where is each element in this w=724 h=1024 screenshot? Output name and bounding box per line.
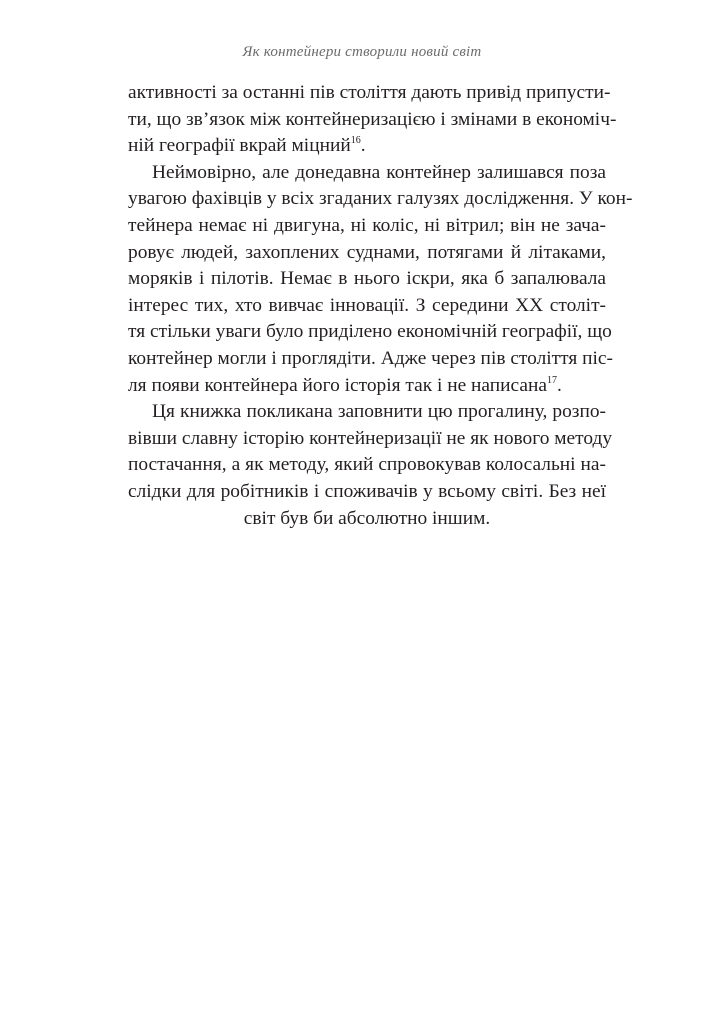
paragraph-3	[128, 399, 613, 532]
text-line: постачання, а як методу, який спровокував колосальні на-	[128, 454, 606, 476]
text-line-content: ля появи контейнера його історія так і не написана	[128, 374, 547, 396]
footnote-ref-17[interactable]: 17	[546, 374, 557, 386]
text-line: тя стільки уваги було приділено економічній географії, що	[128, 321, 612, 343]
paragraph-1	[128, 80, 617, 160]
line-tail: .	[556, 374, 562, 396]
text-line: слідки для робітників і споживачів у всьому світі. Без неї	[128, 480, 606, 502]
text-line	[128, 133, 606, 160]
text-line	[128, 373, 606, 400]
text-line: Ця книжка покликана заповнити цю прогалину, розпо-	[152, 401, 606, 423]
text-line: увагою фахівців у всіх згаданих галузях дослідження. У кон-	[128, 188, 633, 210]
text-line: вівши славну історію контейнеризації не як нового методу	[128, 427, 613, 449]
text-line: інтерес тих, хто вивчає інновації. З середини XX століт-	[128, 294, 606, 316]
text-line: контейнер могли і проглядіти. Адже через пів століття піс-	[128, 347, 613, 369]
text-line: ти, що зв’язок між контейнеризацією і змінами в економіч-	[128, 108, 617, 130]
text-line-content: ній географії вкрай міцний	[128, 135, 351, 157]
text-line: активності за останні пів століття дають привід припусти-	[128, 82, 611, 103]
text-line: Неймовірно, але донедавна контейнер залишався поза	[152, 161, 606, 183]
paragraph-2	[128, 160, 633, 399]
line-tail: .	[360, 135, 366, 157]
footnote-ref-16[interactable]: 16	[350, 135, 361, 147]
page-body	[128, 80, 633, 532]
text-line-final: світ був би абсолютно іншим.	[243, 507, 491, 529]
text-line: тейнера немає ні двигуна, ні коліс, ні вітрил; він не зача-	[128, 214, 606, 236]
text-line: моряків і пілотів. Немає в нього іскри, яка б запалювала	[128, 268, 606, 290]
running-header: Як контейнери створили новий світ	[242, 44, 482, 60]
text-line: ровує людей, захоплених суднами, потягами й літаками,	[128, 241, 606, 263]
